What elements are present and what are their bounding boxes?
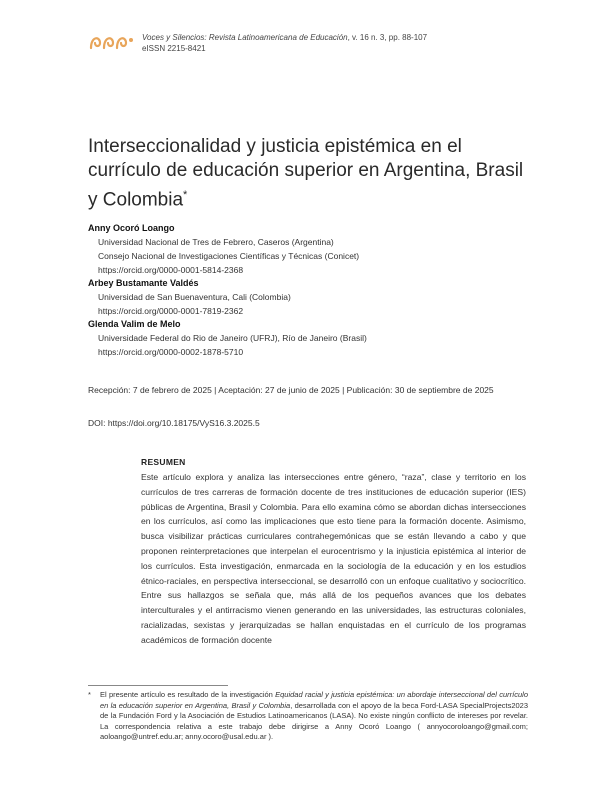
footnote-text-b: , desarrollada con el apoyo de la beca Ford-LASA SpecialProjects2023 de la Fundación Ford y la Asociación de Estudios Latinoamericanos (LASA). No existe ningún conflicto de intereses por revelar. La correspondencia relativa a este trabajo debe dirigirse a Anny Ocoró Loango ( annyocoroloango@gmail.com; aoloango@untref.edu.ar; anny.ocoro@usal.edu.ar ).: [100, 700, 529, 742]
author-affiliation: Universidad de San Buenaventura, Cali (Colombia): [98, 292, 291, 302]
journal-citation: [142, 32, 427, 43]
author-affiliation: Consejo Nacional de Investigaciones Científicas y Técnicas (Conicet): [98, 251, 360, 261]
journal-issn: eISSN 2215-8421: [142, 44, 206, 53]
footnote-mark: *: [88, 690, 91, 699]
journal-title: Voces y Silencios: Revista Latinoamericana de Educación: [142, 33, 348, 42]
author-orcid-link[interactable]: https://orcid.org/0000-0002-1878-5710: [98, 347, 244, 357]
author-name: Glenda Valim de Melo: [88, 319, 181, 329]
article-title: [88, 135, 528, 212]
authors-block: [88, 222, 538, 359]
abstract-section: [141, 457, 526, 648]
abstract-heading: RESUMEN: [141, 457, 186, 467]
footnote-research-title: Equidad racial y justicia epistémica: un abordaje interseccional del currículo en la educación superior en Argentina, Brasil y Colombia: [100, 690, 528, 710]
title-footnote-mark: *: [183, 188, 188, 201]
author-affiliation: Universidade Federal do Rio de Janeiro (UFRJ), Río de Janeiro (Brasil): [98, 333, 367, 343]
footnote: [88, 690, 528, 743]
journal-header: [142, 32, 427, 54]
abstract-text: Este artículo explora y analiza las intersecciones entre género, “raza”, clase y territorio en los currículos de tres carreras de formación docente de tres instituciones de educación superior (IES) públicas de Argentina, Brasil y Colombia. Para ello examina cómo se abordan dichas intersecciones en los currículos, así como las implicaciones que esto tiene para la formación docente. Asimismo, busca visibilizar prácticas curriculares contrahegemónicas que se están llevando a cabo y que proponen reinterpretaciones que interpelan el eurocentrismo y la injusticia epistémica al interior de los currículos. Esta investigación, enmarcada en la sociología de la educación y en los estudios étnico-raciales, en perspectiva interseccional, se desarrolló con un enfoque cualitativo y sociocrítico. Entre sus hallazgos se señala que, más allá de los pequeños avances que los debates interculturales y el antirracismo vienen generando en las universidades, las estructuras coloniales, racializadas, sexistas y jerarquizadas se hallan enquistadas en el currículo de los programas académicos de formación docente: [141, 472, 526, 645]
voces-y-silencios-logo-icon: [88, 30, 134, 54]
author-name: Anny Ocoró Loango: [88, 223, 175, 233]
footnote-text-a: El presente artículo es resultado de la investigación: [100, 690, 276, 699]
author-orcid-link[interactable]: https://orcid.org/0000-0001-7819-2362: [98, 306, 244, 316]
footnote-divider: [88, 685, 228, 686]
author-orcid-link[interactable]: https://orcid.org/0000-0001-5814-2368: [98, 265, 244, 275]
doi-link[interactable]: DOI: https://doi.org/10.18175/VyS16.3.2025.5: [88, 418, 260, 428]
article-title-text: Interseccionalidad y justicia epistémica en el currículo de educación superior en Argentina, Brasil y Colombia: [88, 135, 524, 211]
author-affiliation: Universidad Nacional de Tres de Febrero, Caseros (Argentina): [98, 237, 334, 247]
footnote-text: [100, 690, 528, 743]
journal-volume: , v. 16 n. 3, pp. 88-107: [347, 33, 428, 42]
publication-dates: Recepción: 7 de febrero de 2025 | Aceptación: 27 de junio de 2025 | Publicación: 30 de septiembre de 2025: [88, 385, 494, 395]
author-name: Arbey Bustamante Valdés: [88, 278, 199, 288]
